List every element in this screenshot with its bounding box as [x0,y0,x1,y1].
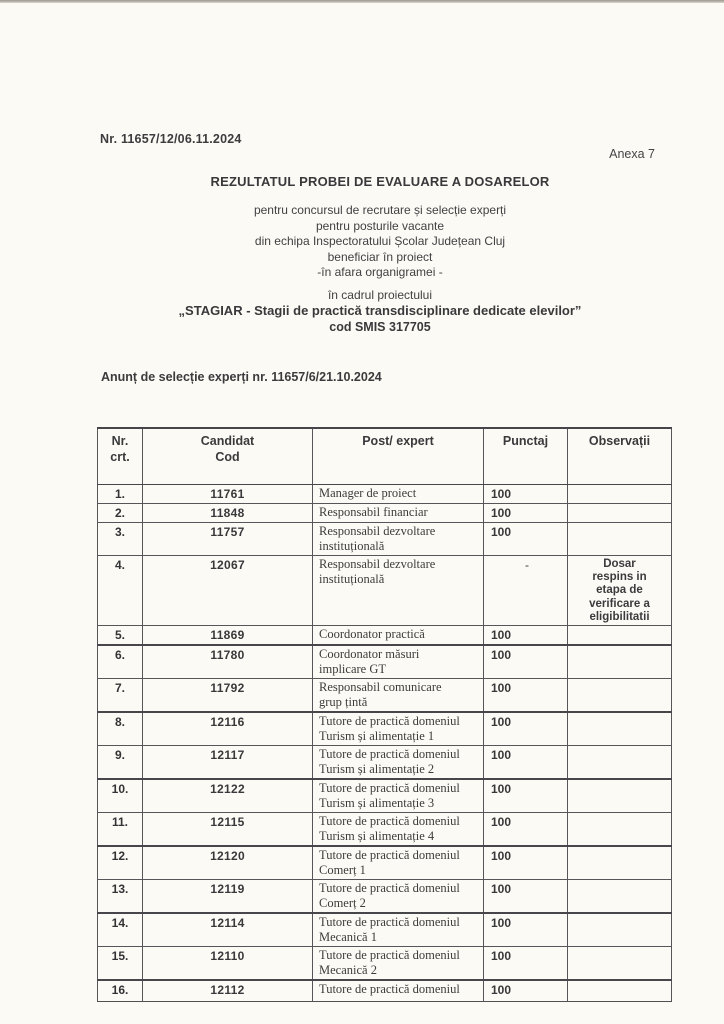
table-row [98,980,672,1002]
table-row [98,880,672,914]
annex-label: Anexa 7 [609,147,655,161]
post-expert-cell: Tutore de practică domeniul Mecanică 2 [313,947,484,981]
table-body [98,485,672,1002]
candidate-code-cell: 11757 [143,523,313,556]
project-block [100,287,660,335]
score-cell: 100 [484,645,568,679]
candidate-code-cell: 12120 [143,846,313,880]
score-cell: 100 [484,679,568,713]
post-expert-cell: Responsabil comunicare grup țintă [313,679,484,713]
observations-cell [568,779,672,813]
candidate-code-cell: 12116 [143,712,313,746]
row-number-cell: 8. [98,712,143,746]
row-number-cell: 11. [98,813,143,847]
table-row [98,523,672,556]
row-number-cell: 12. [98,846,143,880]
post-expert-cell: Coordonator măsuri implicare GT [313,645,484,679]
results-table [97,427,672,1002]
candidate-code-cell: 11869 [143,626,313,646]
score-cell: - [484,556,568,626]
row-number-cell: 16. [98,980,143,1002]
scan-top-edge [0,0,724,3]
row-number-cell: 10. [98,779,143,813]
candidate-code-cell: 11780 [143,645,313,679]
score-cell: 100 [484,846,568,880]
observations-cell [568,679,672,713]
subtitle-line: beneficiar în proiect [327,249,433,264]
candidate-code-cell: 12112 [143,980,313,1002]
row-number-cell: 2. [98,504,143,523]
observations-cell [568,980,672,1002]
table-row [98,846,672,880]
table-row [98,679,672,713]
table-row [98,556,672,626]
table-row [98,504,672,523]
candidate-code-cell: 12110 [143,947,313,981]
observations-cell [568,846,672,880]
table-header [98,428,672,485]
table-row [98,485,672,504]
row-number-cell: 4. [98,556,143,626]
project-name: „STAGIAR - Stagii de practică transdisciplinare dedicate elevilor” [178,303,582,318]
score-cell: 100 [484,523,568,556]
subtitle-line: -în afara organigramei - [317,265,443,279]
score-cell: 100 [484,913,568,947]
row-number-cell: 3. [98,523,143,556]
candidate-code-cell: 11792 [143,679,313,713]
row-number-cell: 15. [98,947,143,981]
row-number-cell: 14. [98,913,143,947]
document-number: Nr. 11657/12/06.11.2024 [100,132,242,146]
table-row [98,712,672,746]
candidate-code-cell: 12117 [143,746,313,780]
candidate-code-cell: 12122 [143,779,313,813]
score-cell: 100 [484,880,568,914]
observations-cell [568,913,672,947]
score-cell: 100 [484,746,568,780]
post-expert-cell: Tutore de practică domeniul Turism și alimentație 1 [313,712,484,746]
column-header-punctaj: Punctaj [484,428,568,485]
column-header-nr-crt: Nr. crt. [98,428,143,485]
post-expert-cell: Manager de proiect [313,485,484,504]
observations-cell [568,485,672,504]
observations-cell [568,504,672,523]
post-expert-cell: Tutore de practică domeniul Comerț 1 [313,846,484,880]
header-row [98,428,672,485]
table-row [98,645,672,679]
score-cell: 100 [484,947,568,981]
table-row [98,746,672,780]
post-expert-cell: Tutore de practică domeniul Turism și alimentație 4 [313,813,484,847]
post-expert-cell: Tutore de practică domeniul Comerț 2 [313,880,484,914]
project-smis-code: cod SMIS 317705 [329,320,431,334]
post-expert-cell: Responsabil dezvoltare instituțională [313,523,484,556]
table-row [98,813,672,847]
candidate-code-cell: 12114 [143,913,313,947]
document-title: REZULTATUL PROBEI DE EVALUARE A DOSARELOR [210,174,550,189]
observations-cell [568,523,672,556]
selection-announcement: Anunț de selecție experți nr. 11657/6/21.10.2024 [101,370,382,384]
post-expert-cell: Responsabil financiar [313,504,484,523]
post-expert-cell: Tutore de practică domeniul [313,980,484,1002]
score-cell: 100 [484,504,568,523]
table-row [98,913,672,947]
observations-cell [568,746,672,780]
table-row [98,779,672,813]
post-expert-cell: Responsabil dezvoltare instituțională [313,556,484,626]
post-expert-cell: Tutore de practică domeniul Turism și alimentație 3 [313,779,484,813]
score-cell: 100 [484,980,568,1002]
row-number-cell: 7. [98,679,143,713]
observations-cell [568,947,672,981]
post-expert-cell: Tutore de practică domeniul Mecanică 1 [313,913,484,947]
column-header-candidat-cod: Candidat Cod [143,428,313,485]
row-number-cell: 5. [98,626,143,646]
subtitle-block [100,203,660,281]
row-number-cell: 1. [98,485,143,504]
score-cell: 100 [484,813,568,847]
candidate-code-cell: 12119 [143,880,313,914]
observations-cell: Dosar respins in etapa de verificare a eligibilitatii [568,556,672,626]
table-row [98,626,672,646]
score-cell: 100 [484,712,568,746]
observations-cell [568,645,672,679]
candidate-code-cell: 12115 [143,813,313,847]
candidate-code-cell: 11848 [143,504,313,523]
subtitle-line: pentru concursul de recrutare și selecție experți [253,203,507,217]
project-intro: în cadrul proiectului [327,288,433,302]
subtitle-line: din echipa Inspectoratului Școlar Județean Cluj [254,234,506,248]
observations-cell [568,712,672,746]
row-number-cell: 13. [98,880,143,914]
observations-cell [568,813,672,847]
subtitle-line: pentru posturile vacante [315,218,445,233]
column-header-post-expert: Post/ expert [313,428,484,485]
observations-cell [568,626,672,646]
score-cell: 100 [484,626,568,646]
score-cell: 100 [484,779,568,813]
candidate-code-cell: 11761 [143,485,313,504]
column-header-observatii: Observații [568,428,672,485]
table-row [98,947,672,981]
post-expert-cell: Coordonator practică [313,626,484,646]
candidate-code-cell: 12067 [143,556,313,626]
score-cell: 100 [484,485,568,504]
post-expert-cell: Tutore de practică domeniul Turism și alimentație 2 [313,746,484,780]
row-number-cell: 9. [98,746,143,780]
row-number-cell: 6. [98,645,143,679]
observations-cell [568,880,672,914]
